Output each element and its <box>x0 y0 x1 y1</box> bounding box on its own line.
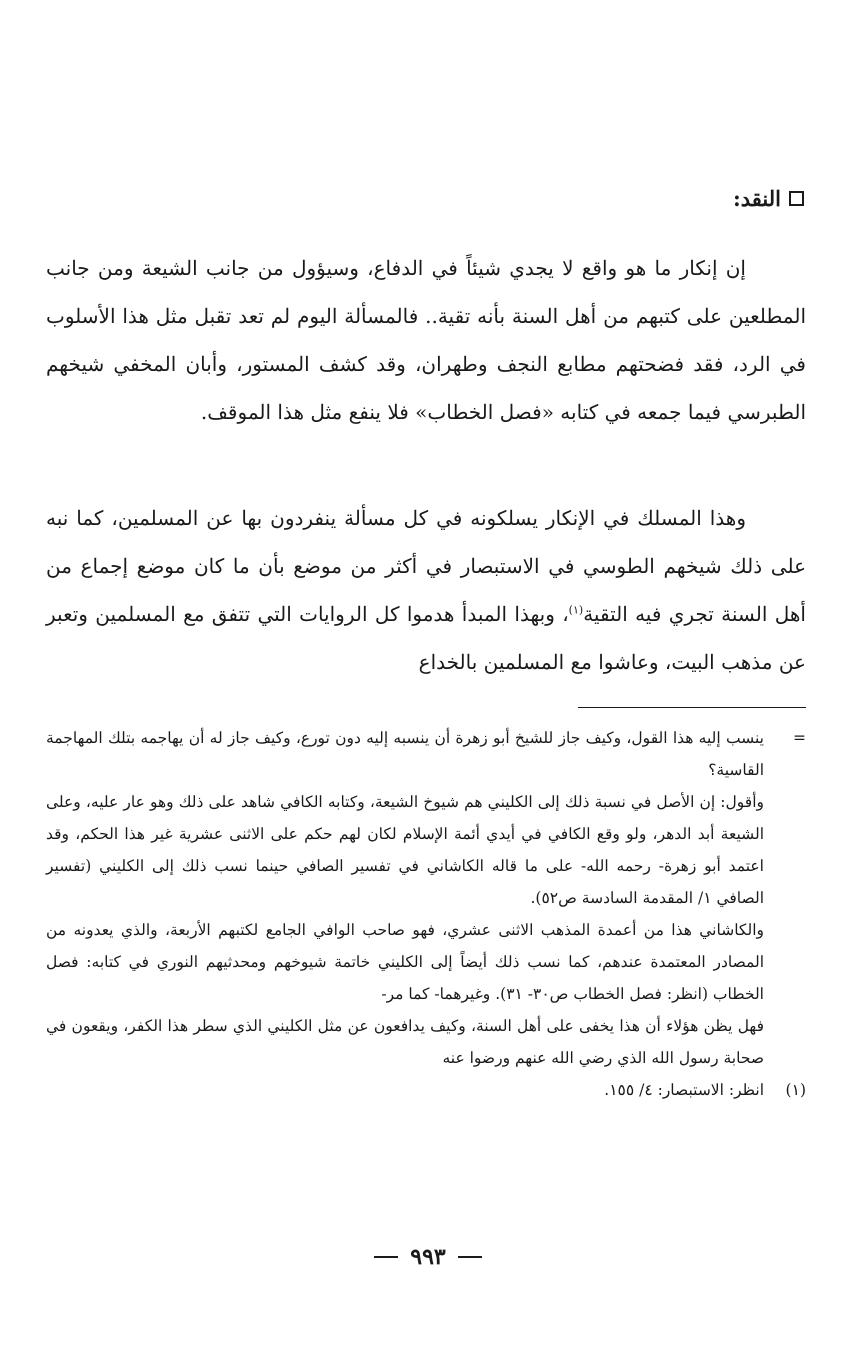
paragraph-2-text-before: وهذا المسلك في الإنكار يسلكونه في كل مسألة ينفردون بها عن المسلمين، كما نبه على ذلك شيخهم الطوسي في الاستبصار في أكثر من موضع بأن ما كان موضع إجماع من أهل السنة تجري فيه التقية <box>46 506 806 626</box>
footnote-paragraph-3: والكاشاني هذا من أعمدة المذهب الاثنى عشري، فهو صاحب الوافي الجامع لكتبهم الأربعة، والذي يعدونه من المصادر المعتمدة عندهم، كما نسب ذلك أيضاً إلى الكليني خاتمة شيوخهم ومحدثيهم النوري في كتابه: فصل الخطاب (انظر: فصل الخطاب ص٣٠- ٣١). وغيرهما- كما مر- <box>46 921 764 1003</box>
footnote-paragraph-4: فهل يظن هؤلاء أن هذا يخفى على أهل السنة، وكيف يدافعون عن مثل الكليني الذي سطر هذا الكفر، ويقعون في صحابة رسول الله الذي رضي الله عنهم ورضوا عنه <box>46 1017 764 1067</box>
footnote-continuation-text: ينسب إليه هذا القول، وكيف جاز للشيخ أبو زهرة أن ينسبه إليه دون تورع، وكيف جاز له أن يهاجمه بتلك المهاجمة القاسية؟ <box>46 729 764 779</box>
paragraph-2-text-after: ، وبهذا المبدأ هدموا كل الروايات التي تتفق مع المسلمين وتعبر عن مذهب البيت، وعاشوا مع المسلمين بالخداع <box>46 602 806 674</box>
page-number <box>0 1244 856 1270</box>
footnote-paragraph-2: وأقول: إن الأصل في نسبة ذلك إلى الكليني هم شيوخ الشيعة، وكتابه الكافي شاهد على ذلك وهو عار عليه، وعلى الشيعة أبد الدهر، ولو وقع الكافي في أيدي أئمة الإسلام لكان لهم حكم على الاثنى عشرية غير هذا الحكم، وقد اعتمد أبو زهرة- رحمه الله- على ما قاله الكاشاني في تفسير الصافي حينما نسب ذلك إلى الكليني (تفسير الصافي ١/ المقدمة السادسة ص٥٢). <box>46 793 764 907</box>
square-bullet-icon <box>789 191 804 206</box>
footnote-reference[interactable]: (١) <box>568 603 584 617</box>
page-number-text: ٩٩٣ <box>410 1244 446 1270</box>
footnote-1-text: انظر: الاستبصار: ٤/ ١٥٥. <box>604 1081 764 1099</box>
footnotes-section <box>46 722 806 1106</box>
footnote-divider <box>578 707 806 708</box>
footnote-1 <box>46 1074 806 1106</box>
section-heading <box>733 186 804 211</box>
continuation-marker: = <box>793 729 806 747</box>
body-paragraph-2 <box>46 494 806 686</box>
heading-text: النقد: <box>733 186 781 211</box>
body-paragraph-1: إن إنكار ما هو واقع لا يجدي شيئاً في الدفاع، وسيؤول من جانب الشيعة ومن جانب المطلعين على كتبهم من أهل السنة بأنه تقية.. فالمسألة اليوم لم تعد تقبل مثل هذا الأسلوب في الرد، فقد فضحتهم مطابع النجف وطهران، وقد كشف المستور، وأبان المخفي شيخهم الطبرسي فيما جمعه في كتابه «فصل الخطاب» فلا ينفع مثل هذا الموقف. <box>46 256 806 424</box>
page-number-dash-right <box>374 1256 398 1258</box>
footnote-continuation <box>46 722 806 786</box>
footnote-1-number: (١) <box>785 1081 806 1099</box>
page-number-dash-left <box>458 1256 482 1258</box>
